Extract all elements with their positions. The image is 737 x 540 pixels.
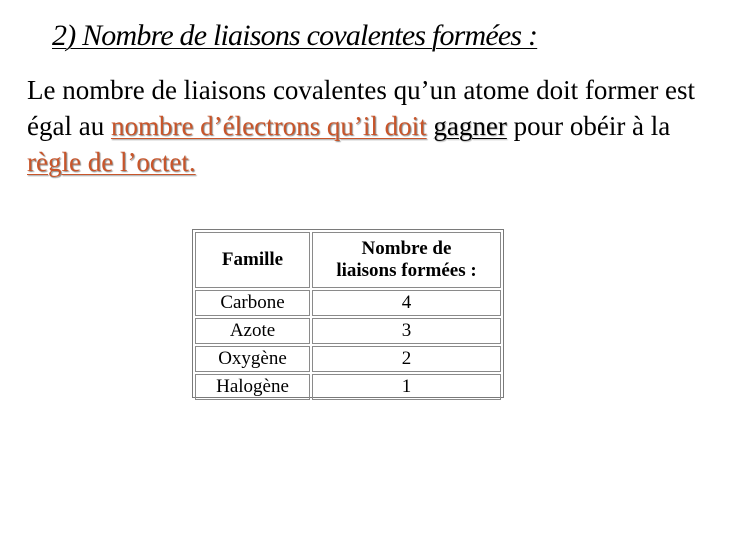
cell-liaisons: 1 [312,374,501,400]
header-nombre-line2: liaisons formées : [336,260,477,281]
table-row [195,318,501,344]
table-row [195,290,501,316]
table-row [195,346,501,372]
header-nombre-line1: Nombre de [361,238,452,259]
emphasis-electrons-gained: nombre d’électrons qu’il doit [110,111,427,141]
paragraph-text-1: Le nombre de liaisons covalentes qu’un atome doit former est égal au [27,75,696,141]
cell-liaisons: 2 [312,346,501,372]
body-paragraph [27,72,717,180]
emphasis-octet-rule: règle de l’octet. [27,147,196,177]
table-header-row [195,232,501,288]
cell-famille: Oxygène [195,346,310,372]
paragraph-text-2: pour obéir à la [506,111,671,141]
underlined-gagner: gagner [433,111,507,141]
cell-famille: Halogène [195,374,310,400]
header-famille: Famille [195,232,310,288]
bond-count-table-frame [192,229,504,398]
slide-title: 2) Nombre de liaisons covalentes formées : [52,19,538,52]
table-row [195,374,501,400]
header-nombre-liaisons [312,232,501,288]
cell-liaisons: 4 [312,290,501,316]
cell-famille: Carbone [195,290,310,316]
cell-liaisons: 3 [312,318,501,344]
cell-famille: Azote [195,318,310,344]
bond-count-table [193,230,503,402]
